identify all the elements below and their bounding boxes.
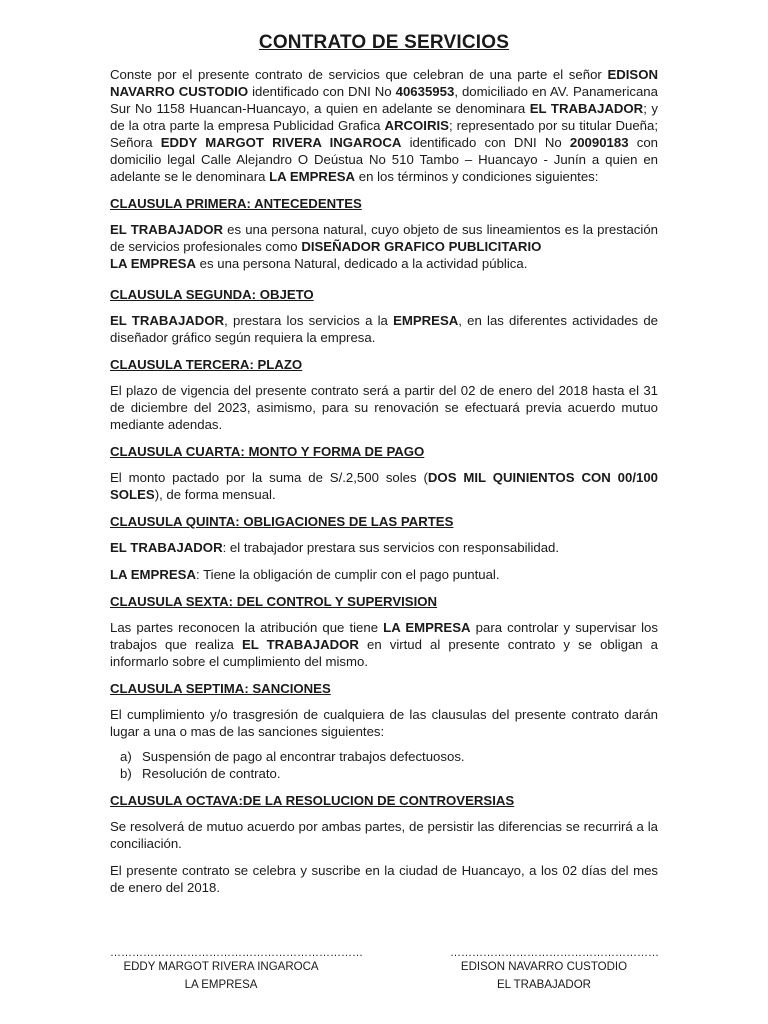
- bold-text: ARCOIRIS: [384, 118, 449, 133]
- clause-paragraph: EL TRABAJADOR: el trabajador prestara sus servicios con responsabilidad.: [110, 540, 560, 555]
- clauses-container: [110, 195, 658, 896]
- bold-text: EDISON NAVARRO CUSTODIO: [110, 67, 658, 99]
- clause-heading: CLAUSULA SEPTIMA: SANCIONES: [110, 681, 331, 696]
- bold-text: 40635953: [395, 84, 455, 99]
- bold-text: LA EMPRESA: [269, 169, 356, 184]
- clause-heading: CLAUSULA TERCERA: PLAZO: [110, 357, 303, 372]
- clause-heading: CLAUSULA QUINTA: OBLIGACIONES DE LAS PARTES: [110, 514, 454, 529]
- clause-paragraph: El cumplimiento y/o trasgresión de cualquiera de las clausulas del presente contrato darán lugar a una o mas de las sanciones siguientes:: [110, 707, 658, 739]
- list-marker: b): [120, 766, 132, 781]
- clause-heading: CLAUSULA SEGUNDA: OBJETO: [110, 287, 314, 302]
- bold-text: EL TRABAJADOR: [110, 222, 224, 237]
- bold-text: LA EMPRESA: [110, 256, 196, 271]
- bold-text: DOS MIL QUINIENTOS CON 00/100 SOLES: [110, 470, 658, 502]
- signature-line: ……………………………………………………………: [110, 947, 363, 959]
- clause-paragraph: EL TRABAJADOR, prestara los servicios a la EMPRESA, en las diferentes actividades de diseñador gráfico según requiera la empresa.: [110, 313, 659, 345]
- sanctions-list: [110, 748, 658, 782]
- clause-paragraph: EL TRABAJADOR es una persona natural, cuyo objeto de sus lineamientos es la prestación de servicios profesionales como DISEÑADOR GRAFICO PUBLICITARIO LA EMPRESA es una persona Natural, dedicado a la actividad pública.: [110, 222, 659, 271]
- list-marker: a): [120, 749, 132, 764]
- signer-name: EDISON NAVARRO CUSTODIO: [460, 961, 628, 973]
- bold-text: EL TRABAJADOR: [110, 313, 225, 328]
- bold-text: EMPRESA: [393, 313, 459, 328]
- bold-text: EDDY MARGOT RIVERA INGAROCA: [160, 135, 402, 150]
- bold-text: EL TRABAJADOR: [529, 101, 644, 116]
- clause-heading: CLAUSULA OCTAVA:DE LA RESOLUCION DE CONTROVERSIAS: [110, 793, 515, 808]
- intro-paragraph: Conste por el presente contrato de servicios que celebran de una parte el señor EDISON NAVARRO CUSTODIO identificado con DNI No 40635953, domiciliado en AV. Panamericana Sur No 1158 Huancan-Huancayo, a quien en adelante se denominara EL TRABAJADOR; y de la otra parte la empresa Publicidad Grafica ARCOIRIS; representado por su titular Dueña; Señora EDDY MARGOT RIVERA INGAROCA identificado con DNI No 20090183 con domicilio legal Calle Alejandro O Deústua No 510 Tambo – Huancayo - Junín a quien en adelante se le denominara LA EMPRESA en los términos y condiciones siguientes:: [110, 67, 659, 184]
- clause-paragraph: El plazo de vigencia del presente contrato será a partir del 02 de enero del 2018 hasta el 31 de diciembre del 2023, asimismo, para su renovación se efectuará previa acuerdo mutuo mediante adendas.: [110, 383, 658, 432]
- clause-heading: CLAUSULA SEXTA: DEL CONTROL Y SUPERVISION: [110, 594, 438, 609]
- signer-role: LA EMPRESA: [184, 979, 258, 991]
- clause-paragraph: Las partes reconocen la atribución que tiene LA EMPRESA para controlar y supervisar los trabajos que realiza EL TRABAJADOR en virtud al presente contrato y se obligan a informarlo sobre el cumplimiento del mismo.: [110, 620, 658, 669]
- bold-text: LA EMPRESA: [110, 567, 196, 582]
- clause-paragraph: Se resolverá de mutuo acuerdo por ambas partes, de persistir las diferencias se recurrirá a la conciliación.: [110, 819, 658, 851]
- list-item: b) Resolución de contrato.: [120, 766, 281, 781]
- signature-trabajador: [450, 947, 659, 994]
- signature-empresa: [110, 947, 363, 994]
- signer-role: EL TRABAJADOR: [497, 979, 591, 991]
- bold-text: EL TRABAJADOR: [110, 540, 223, 555]
- bold-text: 20090183: [569, 135, 629, 150]
- signer-name: EDDY MARGOT RIVERA INGAROCA: [123, 961, 319, 973]
- bold-text: EL TRABAJADOR: [241, 637, 359, 652]
- signature-block: [0, 948, 768, 1008]
- clause-paragraph: LA EMPRESA: Tiene la obligación de cumplir con el pago puntual.: [110, 567, 500, 582]
- clause-paragraph: El monto pactado por la suma de S/.2,500 soles (DOS MIL QUINIENTOS CON 00/100 SOLES), de forma mensual.: [110, 470, 658, 502]
- clause-heading: CLAUSULA CUARTA: MONTO Y FORMA DE PAGO: [110, 444, 425, 459]
- bold-text: LA EMPRESA: [383, 620, 471, 635]
- list-item: a) Suspensión de pago al encontrar trabajos defectuosos.: [120, 749, 465, 764]
- document-title: CONTRATO DE SERVICIOS: [258, 32, 510, 53]
- clause-paragraph: El presente contrato se celebra y suscribe en la ciudad de Huancayo, a los 02 días del mes de enero del 2018.: [110, 863, 658, 895]
- bold-text: DISEÑADOR GRAFICO PUBLICITARIO: [301, 239, 542, 254]
- contract-document: [110, 32, 658, 906]
- clause-heading: CLAUSULA PRIMERA: ANTECEDENTES: [110, 196, 362, 211]
- signature-line: …………………………………………………: [450, 947, 659, 959]
